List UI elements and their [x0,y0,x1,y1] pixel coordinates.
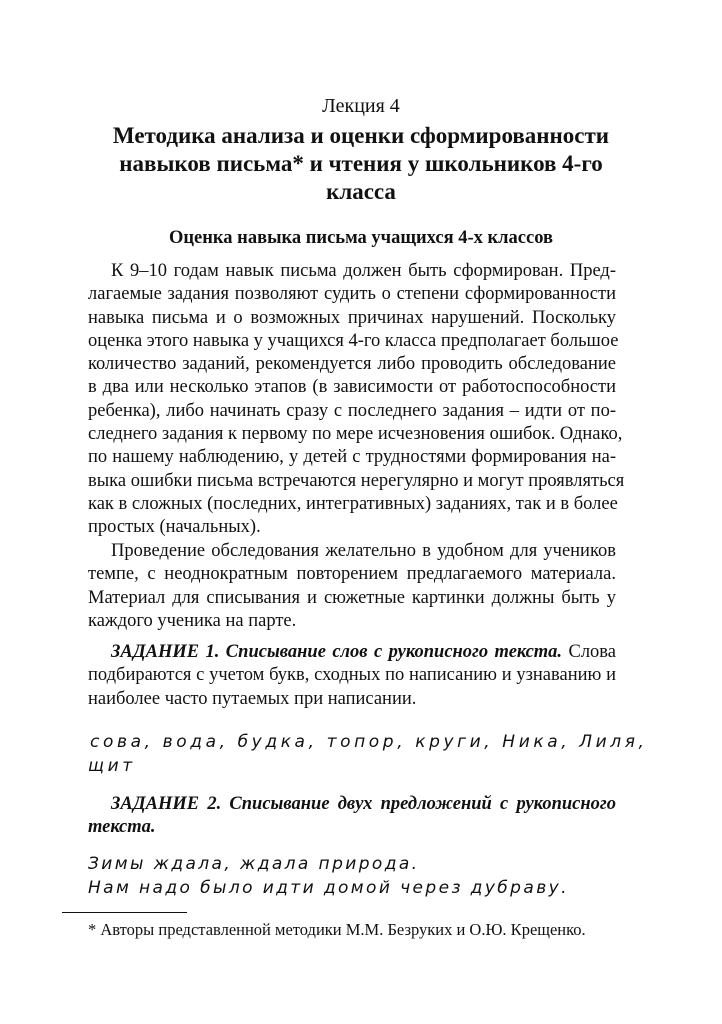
section-heading: Оценка навыка письма учащихся 4-х классов [169,228,553,248]
lecture-title [60,122,662,206]
task-2-heading-cont: текста. [88,817,156,838]
task-2-handwritten-sentences [88,852,616,900]
paragraph-2 [88,540,616,633]
text-line: Материал для списывания и сюжетные картинки должны быть у [88,587,616,608]
handwritten-line: сова, вода, будка, топор, круги, Ника, Лиля, [90,732,648,752]
text-line: темпе, с неоднократным повторением предлагаемого материала. [88,564,616,585]
text-line: в два или несколько этапов (в зависимости от работоспособности [88,377,616,398]
paragraph-1 [88,260,625,540]
task-2-heading: ЗАДАНИЕ 2. Списывание двух предложений с рукописного [111,794,616,814]
title-line: навыков письма* и чтения у школьников 4-го [119,151,603,176]
text-line: количество заданий, рекомендуется либо проводить обследование [88,354,616,375]
task-1-handwritten-words [88,730,648,778]
text-line: К 9–10 годам навык письма должен быть сформирован. Пред- [111,261,616,281]
task-1-heading: ЗАДАНИЕ 1. Списывание слов с рукописного текста. [111,642,563,662]
title-line: класса [326,179,396,204]
task-1 [88,641,616,711]
text-line: ребенка), либо начинать сразу с последнего задания – идти от по- [88,400,616,421]
handwritten-line: Зимы ждала, ждала природа. [88,854,420,874]
footnote-divider [62,912,187,913]
text-line: лагаемые задания позволяют судить о степени сформированности [88,284,616,305]
footnote: * Авторы представленной методики М.М. Безруких и О.Ю. Крещенко. [88,920,586,939]
text-line: каждого ученика на парте. [88,610,297,631]
text-line: следнего задания к первому по мере исчезновения ошибок. Однако, [88,424,623,445]
text-line: наиболее часто путаемых при написании. [88,688,417,709]
handwritten-line: Нам надо было идти домой через дубраву. [88,878,569,898]
lecture-label: Лекция 4 [322,95,400,117]
text-line: подбираются с учетом букв, сходных по написанию и узнаванию и [88,665,616,686]
text-line: оценка этого навыка у учащихся 4-го класса предполагает большое [88,330,619,351]
text-line: навыка письма и о возможных причинах нарушений. Поскольку [88,307,616,328]
task-2 [88,793,616,840]
handwritten-line: щит [88,756,136,776]
text-line: простых (начальных). [88,517,261,538]
text-line: Проведение обследования желательно в удобном для учеников [111,541,616,561]
text-line: по нашему наблюдению, у детей с трудностями формирования на- [88,447,616,468]
task-1-first-line [88,641,616,664]
text-line: выка ошибки письма встречаются нерегулярно и могут проявляться [88,470,625,491]
text-line: как в сложных (последних, интегративных) заданиях, так и в более [88,493,618,514]
title-line: Методика анализа и оценки сформированности [112,123,610,148]
task-1-text-start: Слова [562,642,616,662]
